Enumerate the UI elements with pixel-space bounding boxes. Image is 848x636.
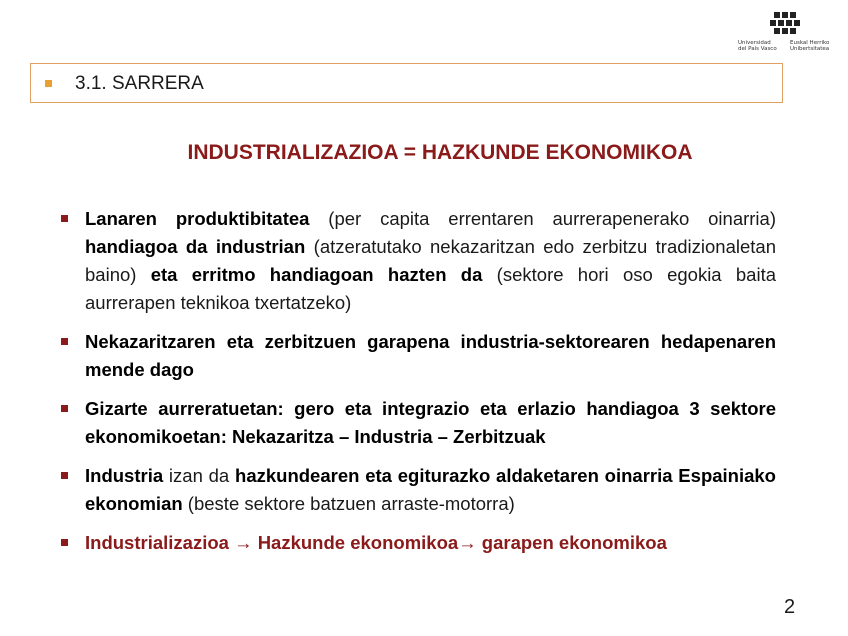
section-header [30, 63, 783, 103]
bullet-item [60, 462, 776, 518]
square-bullet-icon [61, 405, 68, 412]
bullet-item [60, 395, 776, 451]
bullet-text: (beste sektore batzuen arraste-motorra) [182, 493, 515, 514]
bullet-text: izan da [163, 465, 236, 486]
bullet-item [60, 529, 776, 557]
logo-emblem-icon [738, 10, 836, 40]
bullet-bold-text: Lanaren produktibitatea [85, 208, 310, 229]
bullet-bold-text: eta erritmo handiagoan hazten da [150, 264, 483, 285]
bullet-bold-text: Industria [85, 465, 164, 486]
bullet-item [60, 205, 776, 317]
bullet-text: (per capita errentaren aurrerapenerako oinarria) [309, 208, 776, 229]
bullet-text: (atzeratutako nekazaritzan edo zerbitzu tradizionaletan baino) [85, 236, 776, 285]
square-bullet-icon [61, 472, 68, 479]
main-heading: INDUSTRIALIZAZIOA = HAZKUNDE EKONOMIKOA [187, 141, 693, 164]
section-title: 3.1. SARRERA [75, 73, 204, 94]
square-bullet-icon [45, 80, 52, 87]
logo-text-left: Universidad del País Vasco [738, 40, 777, 52]
bullet-bold-text: Gizarte aurreratuetan: gero eta integrazio eta erlazio handiagoa 3 sektore ekonomikoetan: Nekazaritza – Industria – Zerbitzuak [85, 398, 776, 447]
logo-text-right: Euskal Herriko Unibertsitatea [790, 40, 830, 52]
bullet-list [60, 205, 776, 568]
bullet-bold-text: hazkundearen eta egiturazko aldaketaren oinarria Espainiako ekonomian [85, 465, 776, 514]
bullet-bold-text: Nekazaritzaren eta zerbitzuen garapena industria-sektorearen hedapenaren mende dago [85, 331, 776, 380]
square-bullet-icon [61, 539, 68, 546]
bullet-highlight-text: Industrializazioa → Hazkunde ekonomikoa→ garapen ekonomikoa [85, 532, 667, 553]
bullet-item [60, 328, 776, 384]
square-bullet-icon [61, 338, 68, 345]
page-number: 2 [784, 596, 796, 618]
university-logo [738, 10, 836, 54]
bullet-text: (sektore hori oso egokia baita aurrerapen teknikoa txertatzeko) [85, 264, 776, 313]
square-bullet-icon [61, 215, 68, 222]
bullet-bold-text: handiagoa da industrian [85, 236, 306, 257]
